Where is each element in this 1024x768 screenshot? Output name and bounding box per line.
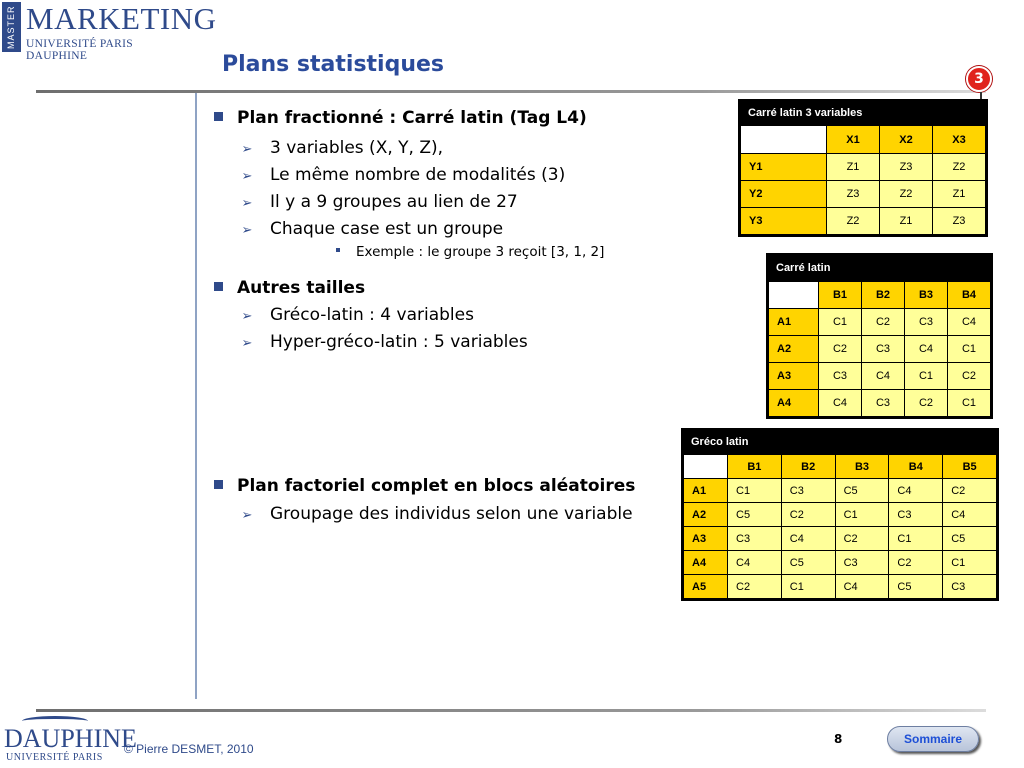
table-cell: C2	[943, 479, 997, 503]
bullet-heading-2: Autres tailles	[214, 278, 365, 298]
table-row	[741, 208, 986, 235]
table-cell: C2	[728, 575, 782, 599]
table-cell: C1	[889, 527, 943, 551]
square-bullet-icon	[214, 480, 223, 489]
table-row	[741, 181, 986, 208]
table-cell: C4	[905, 336, 948, 363]
table-cell: C4	[948, 309, 991, 336]
col-header: X3	[933, 126, 986, 154]
table-cell: Z1	[933, 181, 986, 208]
table-cell: C5	[728, 503, 782, 527]
table-cell: C3	[889, 503, 943, 527]
step-badge: 3	[966, 66, 992, 92]
row-header: A4	[684, 551, 728, 575]
table-row	[684, 527, 997, 551]
table-row	[769, 309, 991, 336]
row-header: A4	[769, 390, 819, 417]
table-cell: Z2	[827, 208, 880, 235]
table-cell: C4	[781, 527, 835, 551]
bullet-heading-1: Plan fractionné : Carré latin (Tag L4)	[214, 108, 587, 128]
col-header: B3	[905, 282, 948, 309]
table-cell: Z3	[933, 208, 986, 235]
col-header: B3	[835, 455, 889, 479]
master-label: MASTER	[2, 2, 21, 52]
table-cell: C3	[835, 551, 889, 575]
vertical-divider	[195, 93, 197, 699]
col-header: B2	[862, 282, 905, 309]
row-header: Y2	[741, 181, 827, 208]
table-caption: Gréco latin	[683, 430, 997, 454]
logo-name: DAUPHINE	[4, 724, 137, 753]
table-cell: Z3	[827, 181, 880, 208]
table-corner	[684, 455, 728, 479]
table-cell: C1	[948, 336, 991, 363]
table-cell: C5	[889, 575, 943, 599]
table-row	[769, 363, 991, 390]
table-corner	[741, 126, 827, 154]
row-header: A5	[684, 575, 728, 599]
small-square-bullet-icon	[336, 248, 340, 252]
table-cell: C2	[889, 551, 943, 575]
bullet-heading-3: Plan factoriel complet en blocs aléatoires	[214, 476, 635, 496]
table-cell: C4	[889, 479, 943, 503]
table-row	[741, 154, 986, 181]
logo-subtitle: UNIVERSITÉ PARIS	[6, 752, 103, 763]
table-cell: Z2	[880, 181, 933, 208]
table-cell: C5	[781, 551, 835, 575]
col-header: B5	[943, 455, 997, 479]
table-cell: C4	[728, 551, 782, 575]
table-cell: C1	[835, 503, 889, 527]
table-latin-square-3	[738, 99, 988, 237]
col-header: B1	[819, 282, 862, 309]
slide-title: Plans statistiques	[222, 52, 445, 77]
table-cell: Z2	[933, 154, 986, 181]
table-cell: C1	[948, 390, 991, 417]
table-cell: Z3	[880, 154, 933, 181]
row-header: A1	[769, 309, 819, 336]
sub-bullet: ➢ 3 variables (X, Y, Z),	[270, 138, 443, 158]
row-header: A3	[684, 527, 728, 551]
col-header: B2	[781, 455, 835, 479]
table-cell: C2	[781, 503, 835, 527]
arrow-bullet-icon: ➢	[241, 169, 253, 184]
table-row	[684, 551, 997, 575]
page-number: 8	[834, 732, 843, 746]
sub-bullet: ➢ Le même nombre de modalités (3)	[270, 165, 565, 185]
brand-name: MARKETING	[26, 1, 217, 36]
marketing-logo	[2, 1, 217, 62]
table-cell: C1	[943, 551, 997, 575]
table-cell: C5	[943, 527, 997, 551]
table-cell: C4	[819, 390, 862, 417]
footer-divider	[36, 709, 986, 712]
table-cell: C1	[781, 575, 835, 599]
table-cell: C3	[905, 309, 948, 336]
row-header: A2	[684, 503, 728, 527]
table-cell: C4	[835, 575, 889, 599]
row-header: Y3	[741, 208, 827, 235]
table-cell: C3	[862, 390, 905, 417]
arrow-bullet-icon: ➢	[241, 223, 253, 238]
sub-bullet: ➢ Chaque case est un groupe	[270, 219, 503, 239]
table-row	[769, 390, 991, 417]
row-header: A2	[769, 336, 819, 363]
table-cell: C3	[728, 527, 782, 551]
table-corner	[769, 282, 819, 309]
table-cell: C2	[905, 390, 948, 417]
sub-bullet: ➢ Hyper-gréco-latin : 5 variables	[270, 332, 528, 352]
table-row	[684, 503, 997, 527]
table-cell: C3	[862, 336, 905, 363]
col-header: B4	[948, 282, 991, 309]
col-header: B1	[728, 455, 782, 479]
table-cell: Z1	[827, 154, 880, 181]
square-bullet-icon	[214, 282, 223, 291]
table-cell: C3	[819, 363, 862, 390]
copyright: © Pierre DESMET, 2010	[124, 742, 254, 756]
table-greco-latin	[681, 428, 999, 601]
square-bullet-icon	[214, 112, 223, 121]
sub-bullet: ➢ Groupage des individus selon une variable	[270, 504, 633, 524]
table-cell: C2	[862, 309, 905, 336]
table-cell: C1	[905, 363, 948, 390]
col-header: X1	[827, 126, 880, 154]
table-cell: C1	[728, 479, 782, 503]
title-divider	[36, 90, 986, 93]
table-caption: Carré latin	[768, 255, 991, 281]
table-row	[684, 575, 997, 599]
sub-bullet: ➢ Gréco-latin : 4 variables	[270, 305, 474, 325]
sommaire-button[interactable]: Sommaire	[887, 726, 979, 752]
table-row	[769, 336, 991, 363]
table-latin-square-4	[766, 253, 993, 419]
table-cell: C4	[943, 503, 997, 527]
arrow-bullet-icon: ➢	[241, 142, 253, 157]
col-header: B4	[889, 455, 943, 479]
table-cell: C2	[835, 527, 889, 551]
table-cell: C5	[835, 479, 889, 503]
table-cell: C4	[862, 363, 905, 390]
table-cell: C1	[819, 309, 862, 336]
row-header: A1	[684, 479, 728, 503]
table-cell: Z1	[880, 208, 933, 235]
table-cell: C3	[781, 479, 835, 503]
arrow-bullet-icon: ➢	[241, 309, 253, 324]
table-cell: C2	[948, 363, 991, 390]
sub-bullet: ➢ Il y a 9 groupes au lien de 27	[270, 192, 518, 212]
sub-sub-bullet: Exemple : le groupe 3 reçoit [3, 1, 2]	[356, 244, 604, 260]
arrow-bullet-icon: ➢	[241, 336, 253, 351]
dauphine-logo	[4, 716, 137, 764]
brand-subtitle: UNIVERSITÉ PARIS DAUPHINE	[26, 38, 133, 62]
col-header: X2	[880, 126, 933, 154]
table-cell: C3	[943, 575, 997, 599]
table-caption: Carré latin 3 variables	[740, 101, 986, 125]
table-row	[684, 479, 997, 503]
row-header: A3	[769, 363, 819, 390]
table-cell: C2	[819, 336, 862, 363]
arrow-bullet-icon: ➢	[241, 196, 253, 211]
arrow-bullet-icon: ➢	[241, 508, 253, 523]
row-header: Y1	[741, 154, 827, 181]
